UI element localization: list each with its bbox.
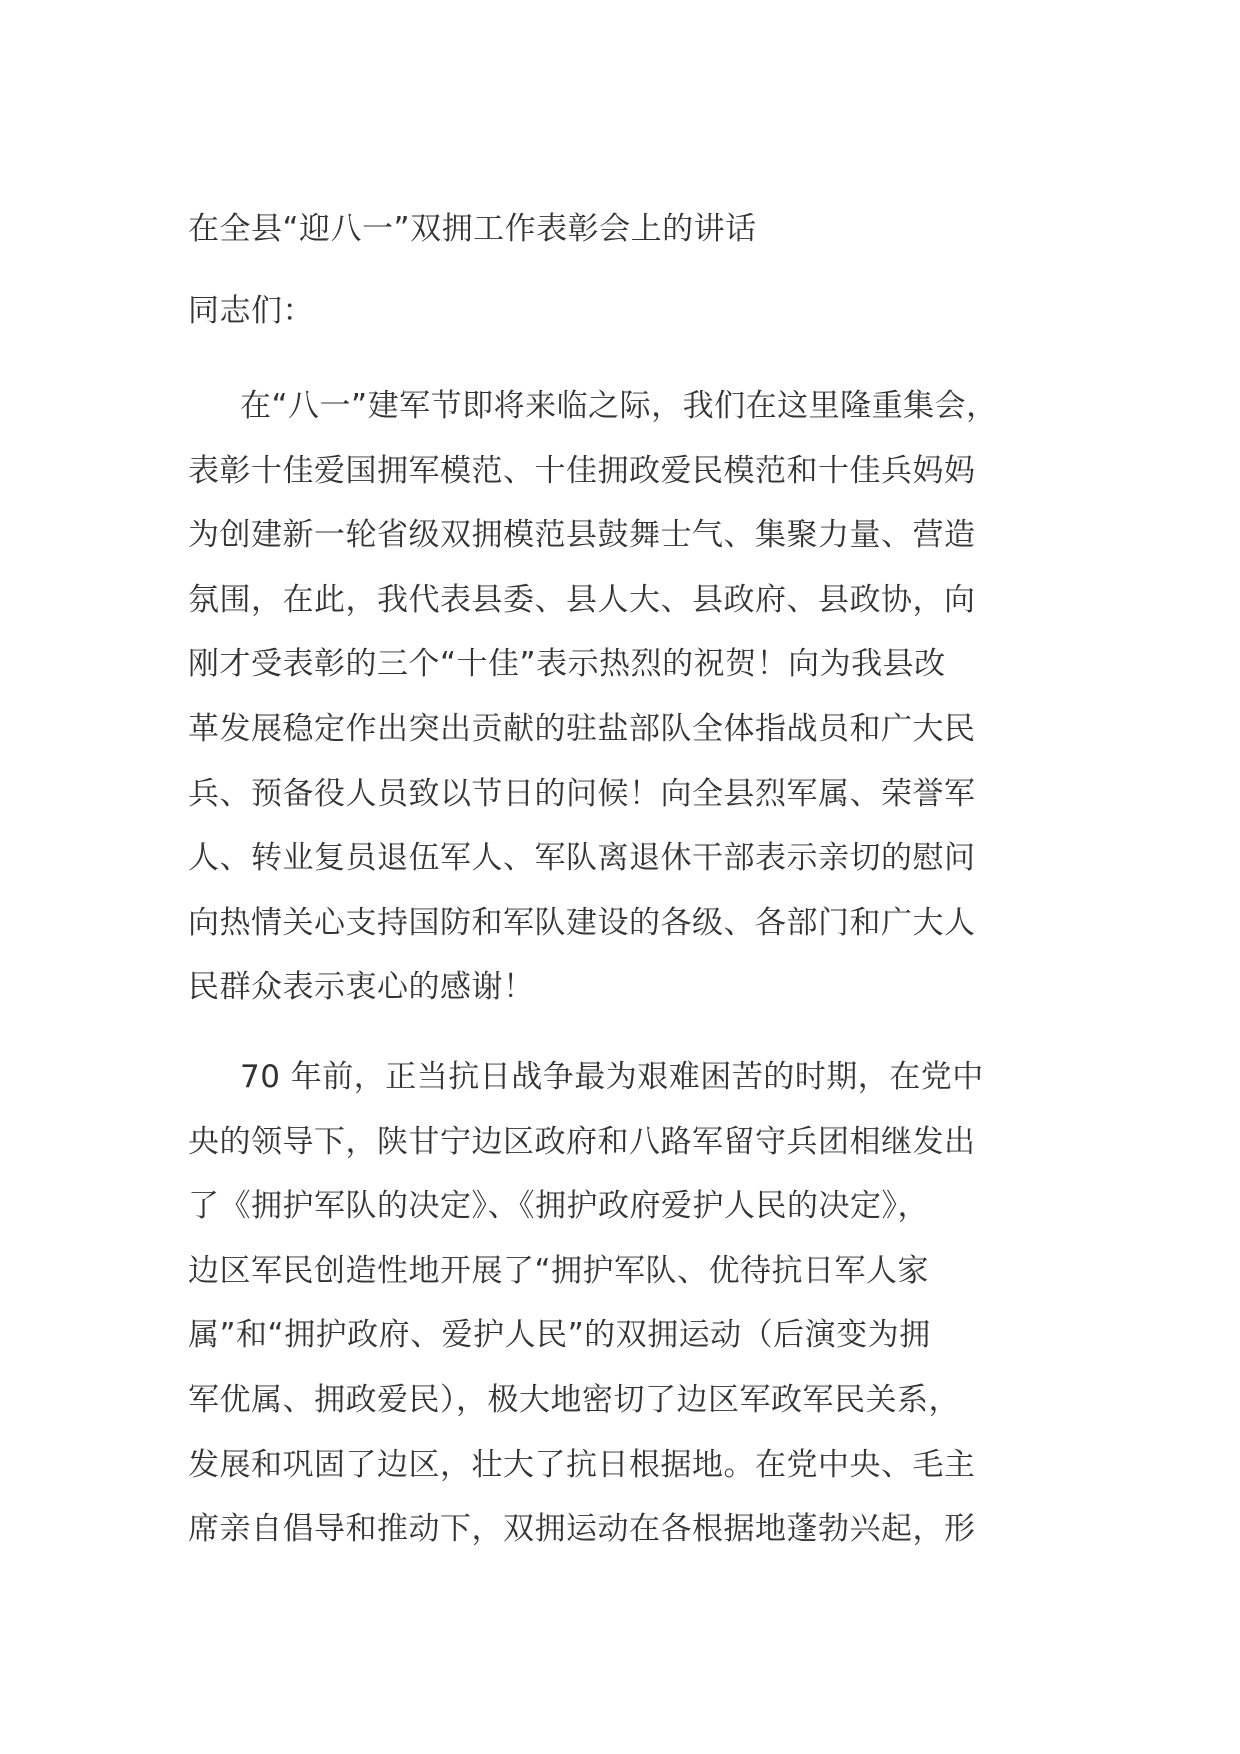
paragraph-line: 民群众表示衷心的感谢！ xyxy=(188,969,535,1006)
paragraph-line: 氛围，在此，我代表县委、县人大、县政府、县政协，向 xyxy=(188,581,976,618)
paragraph-line: 刚才受表彰的三个“十佳”表示热烈的祝贺！向为我县改 xyxy=(188,646,946,683)
paragraph-line: 属”和“拥护政府、爱护人民”的双拥运动（后演变为拥 xyxy=(188,1317,931,1354)
paragraph-line: 人、转业复员退伍军人、军队离退休干部表示亲切的慰问 xyxy=(188,840,976,877)
paragraph-1 xyxy=(188,374,1056,1020)
paragraph-line: 表彰十佳爱国拥军模范、十佳拥政爱民模范和十佳兵妈妈 xyxy=(188,452,976,489)
paragraph-line: 革发展稳定作出突出贡献的驻盐部队全体指战员和广大民 xyxy=(188,710,976,747)
speech-title: 在全县“迎八一”双拥工作表彰会上的讲话 xyxy=(188,211,757,247)
paragraph-line: 70 年前，正当抗日战争最为艰难困苦的时期，在党中 xyxy=(240,1058,984,1095)
paragraph-line: 央的领导下，陕甘宁边区政府和八路军留守兵团相继发出 xyxy=(188,1123,976,1160)
document-body xyxy=(188,203,1056,1562)
paragraph-line: 席亲自倡导和推动下，双拥运动在各根据地蓬勃兴起，形 xyxy=(188,1511,976,1548)
paragraph-line: 兵、预备役人员致以节日的问候！向全县烈军属、荣誉军 xyxy=(188,775,976,812)
paragraph-2 xyxy=(188,1045,1056,1562)
paragraph-line: 了《拥护军队的决定》、《拥护政府爱护人民的决定》， xyxy=(188,1188,929,1225)
paragraph-line: 发展和巩固了边区，壮大了抗日根据地。在党中央、毛主 xyxy=(188,1446,976,1483)
paragraph-line: 边区军民创造性地开展了“拥护军队、优待抗日军人家 xyxy=(188,1252,930,1289)
paragraph-line: 军优属、拥政爱民），极大地密切了边区军政军民关系， xyxy=(188,1381,960,1418)
paragraph-line: 为创建新一轮省级双拥模范县鼓舞士气、集聚力量、营造 xyxy=(188,517,976,554)
salutation: 同志们： xyxy=(188,293,314,329)
paragraph-line: 在“八一”建军节即将来临之际，我们在这里隆重集会， xyxy=(240,388,998,424)
paragraph-line: 向热情关心支持国防和军队建设的各级、各部门和广大人 xyxy=(188,904,976,941)
